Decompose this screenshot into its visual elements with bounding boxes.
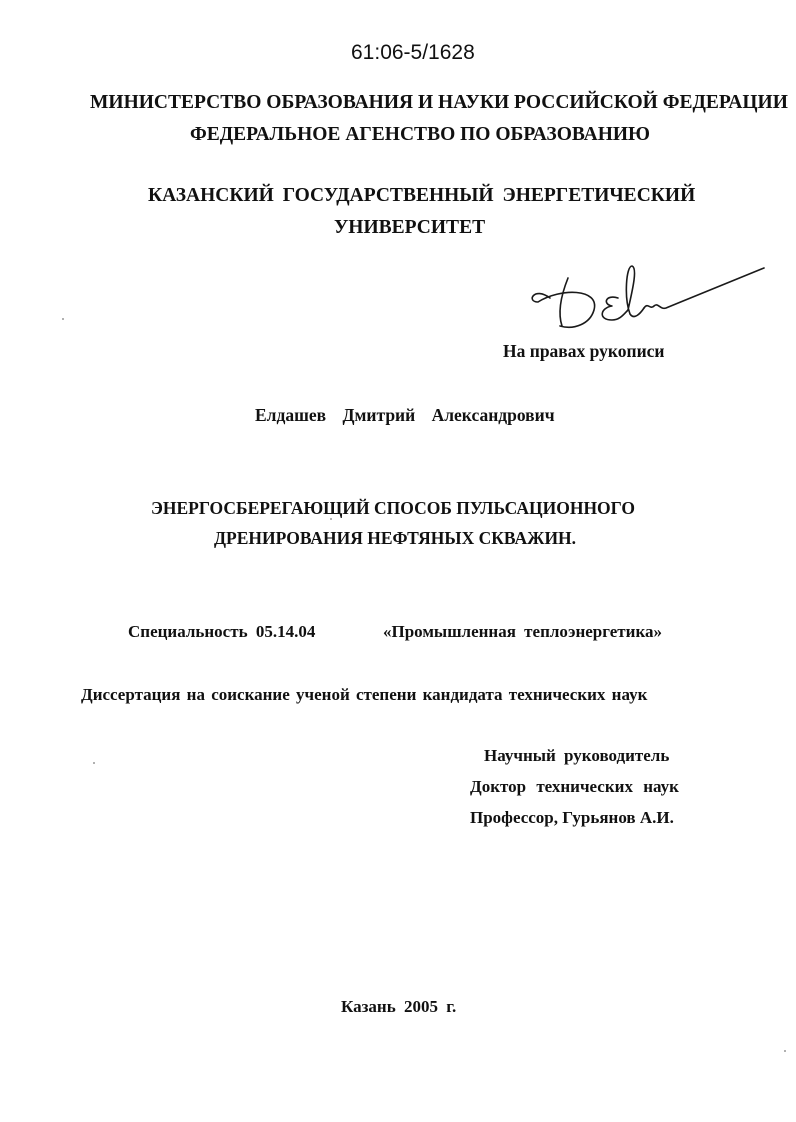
- supervisor-degree: Доктор технических наук: [470, 777, 679, 796]
- title-line-2: ДРЕНИРОВАНИЯ НЕФТЯНЫХ СКВАЖИН.: [214, 528, 577, 548]
- dissertation-note: Диссертация на соискание ученой степени кандидата технических наук: [81, 685, 648, 704]
- specialty-label: Специальность 05.14.04: [128, 622, 316, 641]
- title-line-1: ЭНЕРГОСБЕРЕГАЮЩИЙ СПОСОБ ПУЛЬСАЦИОННОГО: [151, 498, 635, 518]
- specialty-name: «Промышленная теплоэнергетика»: [383, 622, 662, 641]
- scan-speck: [62, 318, 64, 320]
- university-line-1: КАЗАНСКИЙ ГОСУДАРСТВЕННЫЙ ЭНЕРГЕТИЧЕСКИЙ: [148, 185, 696, 206]
- author-name: Елдашев Дмитрий Александрович: [255, 405, 555, 425]
- supervisor-role: Научный руководитель: [484, 746, 670, 765]
- ministry-line-1: МИНИСТЕРСТВО ОБРАЗОВАНИЯ И НАУКИ РОССИЙСКОЙ ФЕДЕРАЦИИ: [90, 92, 788, 113]
- scan-speck: [93, 762, 95, 764]
- ministry-line-2: ФЕДЕРАЛЬНОЕ АГЕНСТВО ПО ОБРАЗОВАНИЮ: [190, 124, 651, 145]
- scan-speck: [330, 518, 332, 520]
- signature-icon: [520, 258, 770, 338]
- archive-code: 61:06-5/1628: [351, 41, 475, 64]
- scan-speck: [784, 1050, 786, 1052]
- university-line-2: УНИВЕРСИТЕТ: [334, 217, 486, 238]
- rights-note: На правах рукописи: [503, 341, 665, 361]
- city-year: Казань 2005 г.: [341, 997, 457, 1016]
- supervisor-name: Профессор, Гурьянов А.И.: [470, 808, 674, 827]
